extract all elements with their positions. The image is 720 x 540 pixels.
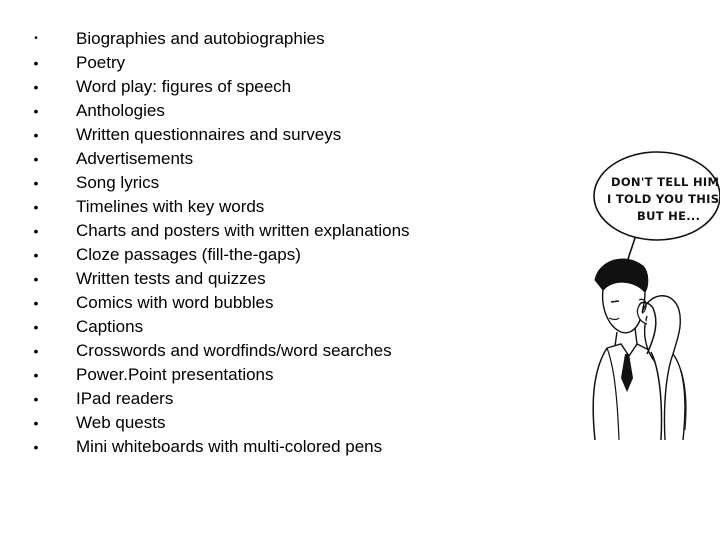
bullet-icon: • bbox=[33, 319, 39, 335]
man-figure bbox=[593, 259, 661, 440]
bullet-icon: • bbox=[33, 79, 39, 95]
speech-bubble bbox=[594, 152, 720, 262]
bullet-icon: • bbox=[33, 415, 39, 431]
slide: • Biographies and autobiographies • Poetry • Word play: figures of speech • Anthologies • Written questionnaires and surveys • Advertisements • Song lyrics • Timelines with key words • Charts and posters with written explanations • Cloze passages (fill-the-gaps) • Written tests and quizzes • Comics with word bubbles • Captions • Crosswords and wordfinds/word searches • Power.Point presentations • IPad readers • Web quests • Mini whiteboards with multi-colored pens DON'T TELL HIM I TOLD YOU THIS BUT HE... bbox=[0, 0, 720, 540]
bullet-icon: • bbox=[33, 367, 39, 383]
bullet-icon: • bbox=[34, 33, 38, 44]
speech-line-3: BUT HE... bbox=[637, 209, 701, 223]
gossip-cartoon-illustration bbox=[555, 140, 720, 440]
bullet-icon: • bbox=[33, 55, 39, 71]
bullet-icon: • bbox=[33, 295, 39, 311]
bullet-icon: • bbox=[33, 271, 39, 287]
bullet-icon: • bbox=[33, 223, 39, 239]
bullet-icon: • bbox=[33, 127, 39, 143]
bullet-icon: • bbox=[33, 391, 39, 407]
bullet-icon: • bbox=[33, 247, 39, 263]
bullet-icon: • bbox=[33, 151, 39, 167]
bullet-icon: • bbox=[33, 199, 39, 215]
bullet-icon: • bbox=[33, 103, 39, 119]
speech-line-1: DON'T TELL HIM bbox=[611, 175, 720, 189]
woman-figure bbox=[643, 296, 686, 440]
bullet-icon: • bbox=[33, 439, 39, 455]
bullet-icon: • bbox=[33, 343, 39, 359]
bullet-icon: • bbox=[33, 175, 39, 191]
speech-line-2: I TOLD YOU THIS bbox=[607, 192, 720, 206]
